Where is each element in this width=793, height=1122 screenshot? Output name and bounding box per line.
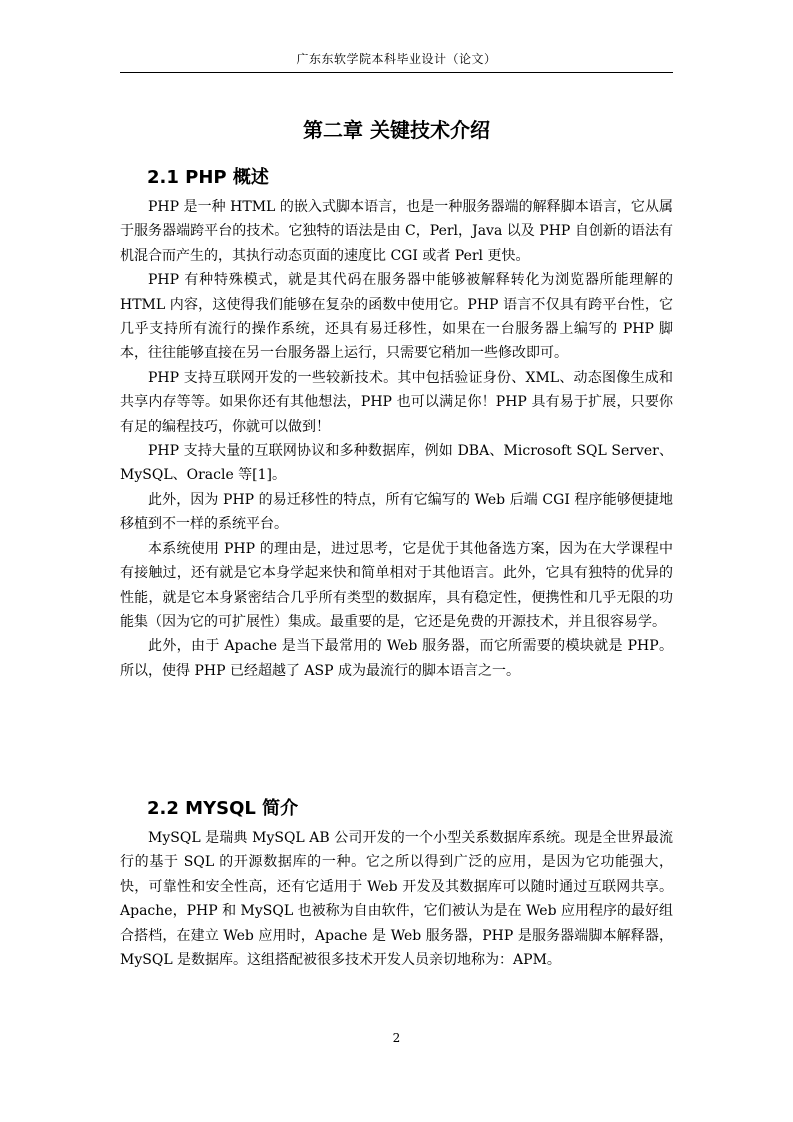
paragraph: PHP 支持互联网开发的一些较新技术。其中包括验证身份、XML、动态图像生成和共享内存等等。如果你还有其他想法，PHP 也可以满足你！PHP 具有易于扩展，只要你有足的编程技巧，你就可以做到！ [120, 369, 673, 435]
section-heading-php-overview: 2.1 PHP 概述 [147, 167, 269, 188]
paragraph: PHP 有种特殊模式，就是其代码在服务器中能够被解释转化为浏览器所能理解的 HTML 内容，这使得我们能够在复杂的函数中使用它。PHP 语言不仅具有跨平台性，它几乎支持所有流行的操作系统，还具有易迁移性，如果在一台服务器上编写的 PHP 脚本，往往能够直接在另一台服务器上运行，只需要它稍加一些修改即可。 [120, 272, 673, 362]
section-body-mysql-intro [120, 826, 673, 972]
chapter-title: 第二章 关键技术介绍 [303, 118, 490, 142]
paragraph: 此外，因为 PHP 的易迁移性的特点，所有它编写的 Web 后端 CGI 程序能够便捷地移植到不一样的系统平台。 [120, 491, 673, 533]
header-rule [120, 72, 673, 73]
paragraph: PHP 支持大量的互联网协议和多种数据库，例如 DBA、Microsoft SQL Server、MySQL、Oracle 等[1]。 [120, 443, 673, 484]
paragraph: PHP 是一种 HTML 的嵌入式脚本语言，也是一种服务器端的解释脚本语言，它从属于服务器端跨平台的技术。它独特的语法是由 C，Perl，Java 以及 PHP 自创新的语法有机混合而产生的，其执行动态页面的速度比 CGI 或者 Perl 更快。 [120, 199, 673, 264]
paragraph: MySQL 是瑞典 MySQL AB 公司开发的一个小型关系数据库系统。现是全世界最流行的基于 SQL 的开源数据库的一种。它之所以得到广泛的应用，是因为它功能强大，快，可靠性和安全性高，还有它适用于 Web 开发及其数据库可以随时通过互联网共享。Apache，PHP 和 MySQL 也被称为自由软件，它们被认为是在 Web 应用程序的最好组合搭档，在建立 Web 应用时，Apache 是 Web 服务器，PHP 是服务器端脚本解释器，MySQL 是数据库。这组搭配被很多技术开发人员亲切地称为：APM。 [120, 830, 673, 969]
paragraph: 此外，由于 Apache 是当下最常用的 Web 服务器，而它所需要的模块就是 PHP。所以，使得 PHP 已经超越了 ASP 成为最流行的脚本语言之一。 [120, 638, 673, 679]
section-body-php-overview [120, 195, 673, 683]
section-heading-mysql-intro: 2.2 MYSQL 简介 [147, 798, 299, 819]
page-number: 2 [392, 1031, 401, 1045]
paragraph: 本系统使用 PHP 的理由是，进过思考，它是优于其他备选方案，因为在大学课程中有接触过，还有就是它本身学起来快和简单相对于其他语言。此外，它具有独特的优异的性能，就是它本身紧密结合几乎所有类型的数据库，具有稳定性，便携性和几乎无限的功能集（因为它的可扩展性）集成。最重要的是，它还是免费的开源技术，并且很容易学。 [120, 540, 673, 630]
page-header: 广东东软学院本科毕业设计（论文） [296, 52, 497, 66]
